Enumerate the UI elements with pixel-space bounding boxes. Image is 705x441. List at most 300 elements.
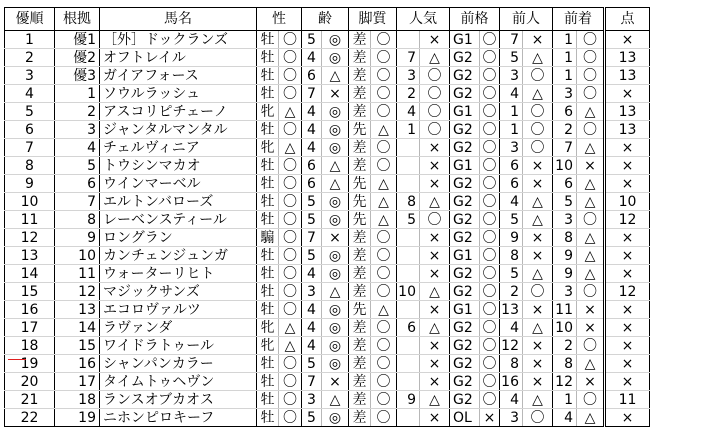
- basis-cell: 5: [55, 157, 100, 175]
- table-row: [5, 157, 650, 175]
- horse-name-cell: ラヴァンダ: [100, 319, 257, 337]
- sex-mark-cell: △: [279, 337, 302, 355]
- prev-grade-cell: G2: [450, 175, 480, 193]
- popularity-mark-cell: △: [420, 283, 450, 301]
- basis-cell: 7: [55, 193, 100, 211]
- popularity-cell: 3: [397, 67, 420, 85]
- prev-grade-cell: G2: [450, 121, 480, 139]
- horse-name-cell: シャンパンカラー: [100, 355, 257, 373]
- popularity-mark-cell: △: [420, 49, 450, 67]
- popularity-cell: 6: [397, 319, 420, 337]
- prev-grade-cell: G1: [450, 157, 480, 175]
- points-cell: ×: [605, 175, 650, 193]
- table-row: [5, 103, 650, 121]
- age-mark-cell: ◎: [322, 211, 349, 229]
- sex-mark-cell: 〇: [279, 283, 302, 301]
- age-cell: 6: [302, 157, 322, 175]
- rank-cell: 8: [5, 157, 55, 175]
- sex-cell: 牡: [257, 121, 279, 139]
- prev-finish-cell: 3: [553, 85, 577, 103]
- prev-popularity-cell: 5: [500, 211, 523, 229]
- style-mark-cell: 〇: [371, 31, 397, 49]
- basis-cell: 優3: [55, 67, 100, 85]
- prev-popularity-mark-cell: △: [523, 265, 553, 283]
- popularity-mark-cell: ×: [420, 139, 450, 157]
- popularity-mark-cell: ×: [420, 409, 450, 427]
- prev-finish-cell: 1: [553, 31, 577, 49]
- popularity-cell: [397, 301, 420, 319]
- popularity-mark-cell: ×: [420, 301, 450, 319]
- rank-cell: 15: [5, 283, 55, 301]
- header-horse-name: 馬名: [100, 8, 257, 31]
- style-mark-cell: △: [371, 121, 397, 139]
- sex-cell: 牡: [257, 247, 279, 265]
- points-cell: ×: [605, 373, 650, 391]
- popularity-cell: [397, 31, 420, 49]
- popularity-mark-cell: 〇: [420, 121, 450, 139]
- points-cell: ×: [605, 301, 650, 319]
- sex-cell: 牡: [257, 355, 279, 373]
- prev-finish-cell: 6: [553, 103, 577, 121]
- sex-mark-cell: 〇: [279, 373, 302, 391]
- style-cell: 差: [349, 139, 371, 157]
- sex-mark-cell: 〇: [279, 49, 302, 67]
- header-popularity: 人気: [397, 8, 450, 31]
- age-mark-cell: ◎: [322, 319, 349, 337]
- popularity-mark-cell: ×: [420, 247, 450, 265]
- horse-name-cell: アスコリピチェーノ: [100, 103, 257, 121]
- prev-finish-mark-cell: ×: [577, 373, 605, 391]
- age-mark-cell: △: [322, 175, 349, 193]
- prediction-table: [4, 7, 650, 427]
- age-mark-cell: ×: [322, 373, 349, 391]
- prev-finish-mark-cell: 〇: [577, 337, 605, 355]
- age-mark-cell: ×: [322, 85, 349, 103]
- sex-cell: 牡: [257, 265, 279, 283]
- basis-cell: 9: [55, 229, 100, 247]
- sex-mark-cell: 〇: [279, 85, 302, 103]
- horse-name-cell: エルトンバローズ: [100, 193, 257, 211]
- style-cell: 差: [349, 85, 371, 103]
- prev-popularity-cell: 7: [500, 31, 523, 49]
- table-row: [5, 31, 650, 49]
- style-mark-cell: △: [371, 175, 397, 193]
- prev-grade-mark-cell: 〇: [480, 121, 500, 139]
- style-cell: 先: [349, 175, 371, 193]
- prev-finish-mark-cell: △: [577, 103, 605, 121]
- sex-mark-cell: 〇: [279, 193, 302, 211]
- basis-cell: 2: [55, 103, 100, 121]
- prev-popularity-cell: 6: [500, 157, 523, 175]
- rank-cell: 17: [5, 319, 55, 337]
- basis-cell: 17: [55, 373, 100, 391]
- prev-finish-mark-cell: 〇: [577, 121, 605, 139]
- popularity-cell: 1: [397, 121, 420, 139]
- age-mark-cell: ◎: [322, 265, 349, 283]
- horse-name-cell: エコロヴァルツ: [100, 301, 257, 319]
- rank-cell: 10: [5, 193, 55, 211]
- style-mark-cell: △: [371, 211, 397, 229]
- sex-cell: 牡: [257, 391, 279, 409]
- prev-popularity-cell: 3: [500, 139, 523, 157]
- prev-popularity-mark-cell: ×: [523, 229, 553, 247]
- horse-name-cell: ニホンピロキーフ: [100, 409, 257, 427]
- popularity-mark-cell: 〇: [420, 85, 450, 103]
- prev-grade-mark-cell: 〇: [480, 337, 500, 355]
- prev-popularity-mark-cell: ×: [523, 157, 553, 175]
- sex-cell: 牡: [257, 211, 279, 229]
- style-mark-cell: 〇: [371, 373, 397, 391]
- style-cell: 差: [349, 265, 371, 283]
- age-cell: 6: [302, 175, 322, 193]
- horse-name-cell: カンチェンジュンガ: [100, 247, 257, 265]
- prev-grade-cell: G2: [450, 67, 480, 85]
- prev-popularity-cell: 12: [500, 337, 523, 355]
- prev-grade-cell: G1: [450, 103, 480, 121]
- age-cell: 7: [302, 229, 322, 247]
- prev-grade-mark-cell: 〇: [480, 283, 500, 301]
- prev-grade-mark-cell: 〇: [480, 139, 500, 157]
- prev-grade-mark-cell: 〇: [480, 49, 500, 67]
- table-body: [5, 31, 650, 427]
- age-cell: 4: [302, 265, 322, 283]
- prev-finish-mark-cell: 〇: [577, 211, 605, 229]
- points-cell: 13: [605, 49, 650, 67]
- prev-popularity-cell: 8: [500, 247, 523, 265]
- points-cell: ×: [605, 229, 650, 247]
- header-points: 点: [605, 8, 650, 31]
- popularity-cell: 2: [397, 85, 420, 103]
- basis-cell: 18: [55, 391, 100, 409]
- header-age: 齢: [302, 8, 349, 31]
- prev-popularity-cell: 1: [500, 103, 523, 121]
- prev-popularity-cell: 3: [500, 409, 523, 427]
- prev-popularity-cell: 4: [500, 85, 523, 103]
- rank-cell: 13: [5, 247, 55, 265]
- style-mark-cell: 〇: [371, 247, 397, 265]
- prev-finish-cell: 5: [553, 193, 577, 211]
- sex-cell: 牝: [257, 103, 279, 121]
- popularity-cell: [397, 337, 420, 355]
- age-mark-cell: ◎: [322, 355, 349, 373]
- sex-cell: 牝: [257, 337, 279, 355]
- sex-mark-cell: 〇: [279, 211, 302, 229]
- prev-finish-cell: 10: [553, 157, 577, 175]
- sex-mark-cell: △: [279, 139, 302, 157]
- sex-mark-cell: 〇: [279, 67, 302, 85]
- style-cell: 差: [349, 229, 371, 247]
- prev-grade-cell: G2: [450, 139, 480, 157]
- sex-mark-cell: 〇: [279, 355, 302, 373]
- table-row: [5, 301, 650, 319]
- popularity-cell: 9: [397, 391, 420, 409]
- prev-grade-cell: G2: [450, 265, 480, 283]
- prev-popularity-mark-cell: △: [523, 85, 553, 103]
- age-cell: 7: [302, 373, 322, 391]
- prev-popularity-mark-cell: 〇: [523, 409, 553, 427]
- prev-popularity-mark-cell: △: [523, 49, 553, 67]
- popularity-mark-cell: ×: [420, 373, 450, 391]
- prev-popularity-cell: 4: [500, 193, 523, 211]
- age-mark-cell: ◎: [322, 409, 349, 427]
- prev-popularity-mark-cell: 〇: [523, 139, 553, 157]
- prev-grade-cell: G1: [450, 247, 480, 265]
- prev-finish-mark-cell: △: [577, 265, 605, 283]
- style-cell: 差: [349, 355, 371, 373]
- table-row: [5, 265, 650, 283]
- age-cell: 5: [302, 409, 322, 427]
- prev-popularity-mark-cell: ×: [523, 31, 553, 49]
- points-cell: ×: [605, 85, 650, 103]
- prev-finish-cell: 8: [553, 355, 577, 373]
- prev-finish-cell: 3: [553, 211, 577, 229]
- basis-cell: 12: [55, 283, 100, 301]
- rank-cell: 11: [5, 211, 55, 229]
- style-mark-cell: 〇: [371, 49, 397, 67]
- horse-name-cell: ［外］ドックランズ: [100, 31, 257, 49]
- horse-name-cell: トウシンマカオ: [100, 157, 257, 175]
- prev-grade-mark-cell: 〇: [480, 391, 500, 409]
- table-row: [5, 283, 650, 301]
- age-cell: 4: [302, 103, 322, 121]
- sex-mark-cell: 〇: [279, 175, 302, 193]
- sex-cell: 牡: [257, 67, 279, 85]
- age-mark-cell: ◎: [322, 103, 349, 121]
- style-mark-cell: 〇: [371, 139, 397, 157]
- prev-finish-cell: 8: [553, 229, 577, 247]
- age-mark-cell: △: [322, 67, 349, 85]
- prev-grade-cell: G2: [450, 355, 480, 373]
- rank-cell: 12: [5, 229, 55, 247]
- popularity-mark-cell: △: [420, 319, 450, 337]
- age-cell: 4: [302, 139, 322, 157]
- table-row: [5, 373, 650, 391]
- prev-grade-cell: G2: [450, 337, 480, 355]
- sex-cell: 牡: [257, 31, 279, 49]
- basis-cell: 16: [55, 355, 100, 373]
- points-cell: ×: [605, 355, 650, 373]
- header-prev-grade: 前格: [450, 8, 500, 31]
- prev-grade-cell: G2: [450, 49, 480, 67]
- horse-name-cell: チェルヴィニア: [100, 139, 257, 157]
- age-cell: 4: [302, 337, 322, 355]
- prev-popularity-cell: 6: [500, 175, 523, 193]
- prev-popularity-mark-cell: 〇: [523, 103, 553, 121]
- style-cell: 差: [349, 337, 371, 355]
- basis-cell: 8: [55, 211, 100, 229]
- basis-cell: 3: [55, 121, 100, 139]
- age-cell: 5: [302, 211, 322, 229]
- table-row: [5, 67, 650, 85]
- table-row: [5, 139, 650, 157]
- sex-mark-cell: 〇: [279, 31, 302, 49]
- sex-cell: 騸: [257, 229, 279, 247]
- prev-grade-cell: G2: [450, 319, 480, 337]
- style-mark-cell: 〇: [371, 103, 397, 121]
- rank-cell: 2: [5, 49, 55, 67]
- horse-name-cell: レーベンスティール: [100, 211, 257, 229]
- prev-popularity-mark-cell: △: [523, 391, 553, 409]
- prev-finish-mark-cell: 〇: [577, 67, 605, 85]
- prev-popularity-mark-cell: 〇: [523, 67, 553, 85]
- points-cell: ×: [605, 265, 650, 283]
- prev-finish-cell: 9: [553, 247, 577, 265]
- popularity-cell: 7: [397, 49, 420, 67]
- age-cell: 5: [302, 31, 322, 49]
- header-prev-finish: 前着: [553, 8, 605, 31]
- points-cell: ×: [605, 139, 650, 157]
- prev-popularity-cell: 13: [500, 301, 523, 319]
- prev-popularity-cell: 3: [500, 67, 523, 85]
- points-cell: ×: [605, 319, 650, 337]
- basis-cell: 15: [55, 337, 100, 355]
- horse-name-cell: ガイアフォース: [100, 67, 257, 85]
- rank-cell: 19: [5, 355, 55, 373]
- style-mark-cell: 〇: [371, 283, 397, 301]
- prev-grade-cell: G2: [450, 391, 480, 409]
- prev-grade-cell: G2: [450, 283, 480, 301]
- prev-grade-mark-cell: 〇: [480, 67, 500, 85]
- sex-mark-cell: 〇: [279, 229, 302, 247]
- prev-finish-cell: 1: [553, 67, 577, 85]
- rank-cell: 1: [5, 31, 55, 49]
- prev-grade-cell: G1: [450, 301, 480, 319]
- rank-cell: 21: [5, 391, 55, 409]
- table-row: [5, 409, 650, 427]
- prev-finish-mark-cell: 〇: [577, 283, 605, 301]
- prev-popularity-cell: 16: [500, 373, 523, 391]
- prev-finish-cell: 11: [553, 301, 577, 319]
- prev-grade-cell: G1: [450, 31, 480, 49]
- style-cell: 差: [349, 283, 371, 301]
- horse-name-cell: マジックサンズ: [100, 283, 257, 301]
- age-cell: 4: [302, 301, 322, 319]
- prev-popularity-cell: 1: [500, 121, 523, 139]
- age-mark-cell: ◎: [322, 31, 349, 49]
- horse-name-cell: ワイドラトゥール: [100, 337, 257, 355]
- prev-finish-mark-cell: △: [577, 139, 605, 157]
- prev-grade-mark-cell: 〇: [480, 355, 500, 373]
- prev-grade-mark-cell: 〇: [480, 103, 500, 121]
- popularity-mark-cell: ×: [420, 355, 450, 373]
- table-row: [5, 121, 650, 139]
- popularity-mark-cell: ×: [420, 157, 450, 175]
- popularity-mark-cell: ×: [420, 31, 450, 49]
- prev-grade-mark-cell: 〇: [480, 193, 500, 211]
- style-cell: 差: [349, 31, 371, 49]
- prev-grade-mark-cell: 〇: [480, 157, 500, 175]
- popularity-cell: 10: [397, 283, 420, 301]
- sex-mark-cell: 〇: [279, 247, 302, 265]
- style-mark-cell: 〇: [371, 157, 397, 175]
- age-mark-cell: △: [322, 283, 349, 301]
- popularity-mark-cell: △: [420, 193, 450, 211]
- popularity-cell: 4: [397, 103, 420, 121]
- table-row: [5, 211, 650, 229]
- horse-name-cell: ロングラン: [100, 229, 257, 247]
- sex-cell: 牡: [257, 409, 279, 427]
- prev-finish-mark-cell: △: [577, 247, 605, 265]
- age-cell: 5: [302, 247, 322, 265]
- prev-finish-mark-cell: △: [577, 175, 605, 193]
- basis-cell: 6: [55, 175, 100, 193]
- horse-name-cell: ウォーターリヒト: [100, 265, 257, 283]
- sex-cell: 牡: [257, 49, 279, 67]
- popularity-cell: [397, 247, 420, 265]
- prev-finish-cell: 10: [553, 319, 577, 337]
- style-mark-cell: 〇: [371, 337, 397, 355]
- horse-name-cell: ランスオブカオス: [100, 391, 257, 409]
- sex-cell: 牡: [257, 157, 279, 175]
- basis-cell: 4: [55, 139, 100, 157]
- basis-cell: 1: [55, 85, 100, 103]
- prev-popularity-cell: 4: [500, 391, 523, 409]
- age-cell: 5: [302, 355, 322, 373]
- rank-cell: 6: [5, 121, 55, 139]
- age-cell: 3: [302, 283, 322, 301]
- table-row: [5, 391, 650, 409]
- sex-cell: 牡: [257, 301, 279, 319]
- prev-popularity-mark-cell: ×: [523, 355, 553, 373]
- popularity-mark-cell: △: [420, 391, 450, 409]
- header-running-style: 脚質: [349, 8, 397, 31]
- prev-finish-mark-cell: △: [577, 409, 605, 427]
- table-row: [5, 247, 650, 265]
- horse-name-cell: ソウルラッシュ: [100, 85, 257, 103]
- prev-grade-cell: OL: [450, 409, 480, 427]
- basis-cell: 11: [55, 265, 100, 283]
- header-basis: 根拠: [55, 8, 100, 31]
- prev-finish-mark-cell: 〇: [577, 85, 605, 103]
- prev-grade-mark-cell: 〇: [480, 265, 500, 283]
- points-cell: 11: [605, 391, 650, 409]
- style-mark-cell: △: [371, 301, 397, 319]
- basis-cell: 優1: [55, 31, 100, 49]
- prev-popularity-cell: 5: [500, 265, 523, 283]
- points-cell: 12: [605, 211, 650, 229]
- header-row: [5, 8, 650, 31]
- sex-mark-cell: 〇: [279, 409, 302, 427]
- style-mark-cell: 〇: [371, 409, 397, 427]
- horse-name-cell: ウインマーベル: [100, 175, 257, 193]
- prev-grade-cell: G2: [450, 85, 480, 103]
- prev-popularity-cell: 4: [500, 319, 523, 337]
- points-cell: ×: [605, 247, 650, 265]
- prev-popularity-mark-cell: ×: [523, 175, 553, 193]
- prev-finish-mark-cell: ×: [577, 157, 605, 175]
- style-cell: 差: [349, 391, 371, 409]
- style-cell: 差: [349, 103, 371, 121]
- rank-cell: 16: [5, 301, 55, 319]
- popularity-cell: 5: [397, 211, 420, 229]
- prev-popularity-mark-cell: ×: [523, 301, 553, 319]
- rank-cell: 14: [5, 265, 55, 283]
- sex-cell: 牡: [257, 373, 279, 391]
- popularity-cell: [397, 229, 420, 247]
- rank-cell: 3: [5, 67, 55, 85]
- sex-mark-cell: 〇: [279, 391, 302, 409]
- age-mark-cell: ◎: [322, 193, 349, 211]
- table-row: [5, 319, 650, 337]
- prev-finish-cell: 1: [553, 391, 577, 409]
- prev-finish-mark-cell: △: [577, 193, 605, 211]
- prev-popularity-mark-cell: ×: [523, 337, 553, 355]
- style-cell: 差: [349, 247, 371, 265]
- age-cell: 7: [302, 85, 322, 103]
- table-row: [5, 337, 650, 355]
- age-mark-cell: ◎: [322, 121, 349, 139]
- style-cell: 差: [349, 157, 371, 175]
